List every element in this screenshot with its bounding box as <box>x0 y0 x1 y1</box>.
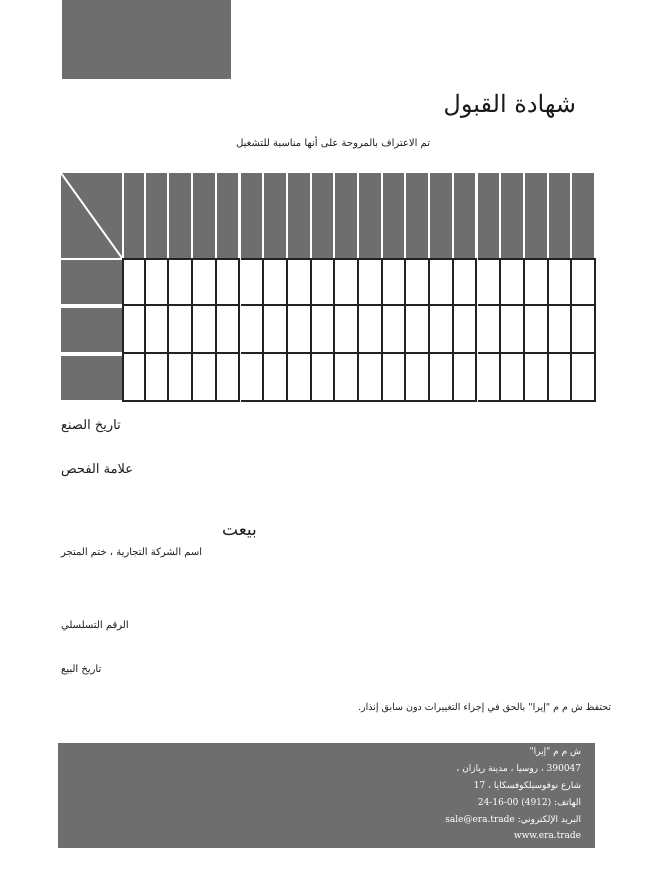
sale-date-label: تاريخ البيع <box>61 664 102 675</box>
grid-body-cell <box>478 354 502 402</box>
grid-body-cell <box>430 306 454 354</box>
grid-header-cell <box>122 173 146 258</box>
grid-body-cell <box>122 306 146 354</box>
grid-body-cell <box>478 306 502 354</box>
grid-body-cell <box>146 354 170 402</box>
grid-body-cell <box>146 306 170 354</box>
grid-body-cell <box>169 354 193 402</box>
grid-body-cell <box>549 306 573 354</box>
grid-body-cell <box>146 258 170 306</box>
changes-notice: تحتفظ ش م م "إيرا" بالحق في إجراء التغييرات دون سابق إنذار. <box>358 702 612 713</box>
footer-address-line-2: شارع نوفوسيلكوفسكايا ، 17 <box>473 781 581 791</box>
grid-body-cell <box>525 306 549 354</box>
logo-placeholder <box>62 0 231 79</box>
grid-body-cell <box>525 354 549 402</box>
grid-body-cell <box>312 306 336 354</box>
grid-body-cell <box>169 306 193 354</box>
grid-body-cell <box>264 258 288 306</box>
grid-body-cell <box>572 354 596 402</box>
grid-body-cell <box>454 306 478 354</box>
grid-body-cell <box>335 258 359 306</box>
footer-phone: الهاتف: (4912) 00-16-24 <box>477 798 581 808</box>
grid-header-cell <box>478 173 502 258</box>
grid-body-cell <box>430 354 454 402</box>
grid-body-cell <box>122 354 146 402</box>
grid-body-cell <box>288 354 312 402</box>
grid-body-cell <box>406 306 430 354</box>
grid-header-cell <box>406 173 430 258</box>
grid-header-cell <box>288 173 312 258</box>
grid-body-cell <box>549 258 573 306</box>
grid-body-cell <box>501 354 525 402</box>
grid-body-cell <box>169 258 193 306</box>
grid-header-cell <box>146 173 170 258</box>
serial-number-label: الرقم التسلسلي <box>61 620 129 631</box>
grid-header-cell <box>169 173 193 258</box>
grid-body-cell <box>359 306 383 354</box>
grid-row-label-cell <box>61 356 122 400</box>
grid-body-cell <box>383 258 407 306</box>
grid-header-cell <box>241 173 265 258</box>
grid-body-cell <box>383 354 407 402</box>
grid-header-cell <box>383 173 407 258</box>
footer-company-name: ش م م "إيرا" <box>529 747 581 757</box>
footer-address-line-1: 390047 ، روسيا ، مدينة ريازان ، <box>456 764 581 774</box>
grid-body-cell <box>454 354 478 402</box>
grid-row-label-cell <box>61 308 122 352</box>
company-stamp-label: اسم الشركة التجارية ، ختم المتجر <box>61 547 203 558</box>
grid-body-cell <box>501 306 525 354</box>
grid-body-cell <box>406 354 430 402</box>
grid-header-cell <box>312 173 336 258</box>
grid-body-cell <box>217 354 241 402</box>
grid-body-cell <box>312 354 336 402</box>
grid-body-cell <box>359 258 383 306</box>
document-subtitle: تم الاعتراف بالمروحة على أنها مناسبة للتشغيل <box>236 138 430 149</box>
grid-body-cell <box>406 258 430 306</box>
grid-body-cell <box>288 258 312 306</box>
grid-body-cell <box>193 354 217 402</box>
grid-header-cell <box>549 173 573 258</box>
grid-body-cell <box>383 306 407 354</box>
grid-body-cell <box>264 306 288 354</box>
grid-header-cell <box>359 173 383 258</box>
grid-header-cell <box>525 173 549 258</box>
grid-body-cell <box>193 306 217 354</box>
grid-body-cell <box>359 354 383 402</box>
grid-header-cell <box>454 173 478 258</box>
grid-body-cell <box>454 258 478 306</box>
grid-body-cell <box>335 354 359 402</box>
inspection-grid <box>61 173 596 404</box>
manufacture-date-label: تاريخ الصنع <box>61 418 121 433</box>
grid-body-cell <box>312 258 336 306</box>
grid-body-cell <box>525 258 549 306</box>
grid-header-cell <box>430 173 454 258</box>
grid-body-cell <box>264 354 288 402</box>
grid-body-cell <box>241 354 265 402</box>
grid-body-cell <box>288 306 312 354</box>
grid-body-cell <box>122 258 146 306</box>
grid-body-cell <box>478 258 502 306</box>
sold-heading: بيعت <box>222 520 257 540</box>
grid-header-cell <box>264 173 288 258</box>
grid-body-cell <box>193 258 217 306</box>
grid-body-cell <box>572 258 596 306</box>
grid-body-cell <box>241 258 265 306</box>
grid-header-cell <box>217 173 241 258</box>
grid-corner-cell <box>61 173 122 258</box>
grid-header-cell <box>193 173 217 258</box>
footer-website: www.era.trade <box>513 831 581 841</box>
grid-body-cell <box>572 306 596 354</box>
grid-header-cell <box>335 173 359 258</box>
grid-body-cell <box>335 306 359 354</box>
grid-header-cell <box>501 173 525 258</box>
diagonal-line <box>61 173 122 258</box>
grid-body-cell <box>217 306 241 354</box>
inspection-mark-label: علامة الفحص <box>61 462 134 477</box>
grid-body-cell <box>241 306 265 354</box>
grid-row-label-cell <box>61 260 122 304</box>
grid-header-cell <box>572 173 596 258</box>
footer-email: البريد الإلكتروني: sale@era.trade <box>445 815 581 825</box>
grid-body-cell <box>430 258 454 306</box>
document-title: شهادة القبول <box>443 90 576 118</box>
grid-body-cell <box>501 258 525 306</box>
grid-body-cell <box>549 354 573 402</box>
company-footer <box>58 743 595 848</box>
grid-body-cell <box>217 258 241 306</box>
